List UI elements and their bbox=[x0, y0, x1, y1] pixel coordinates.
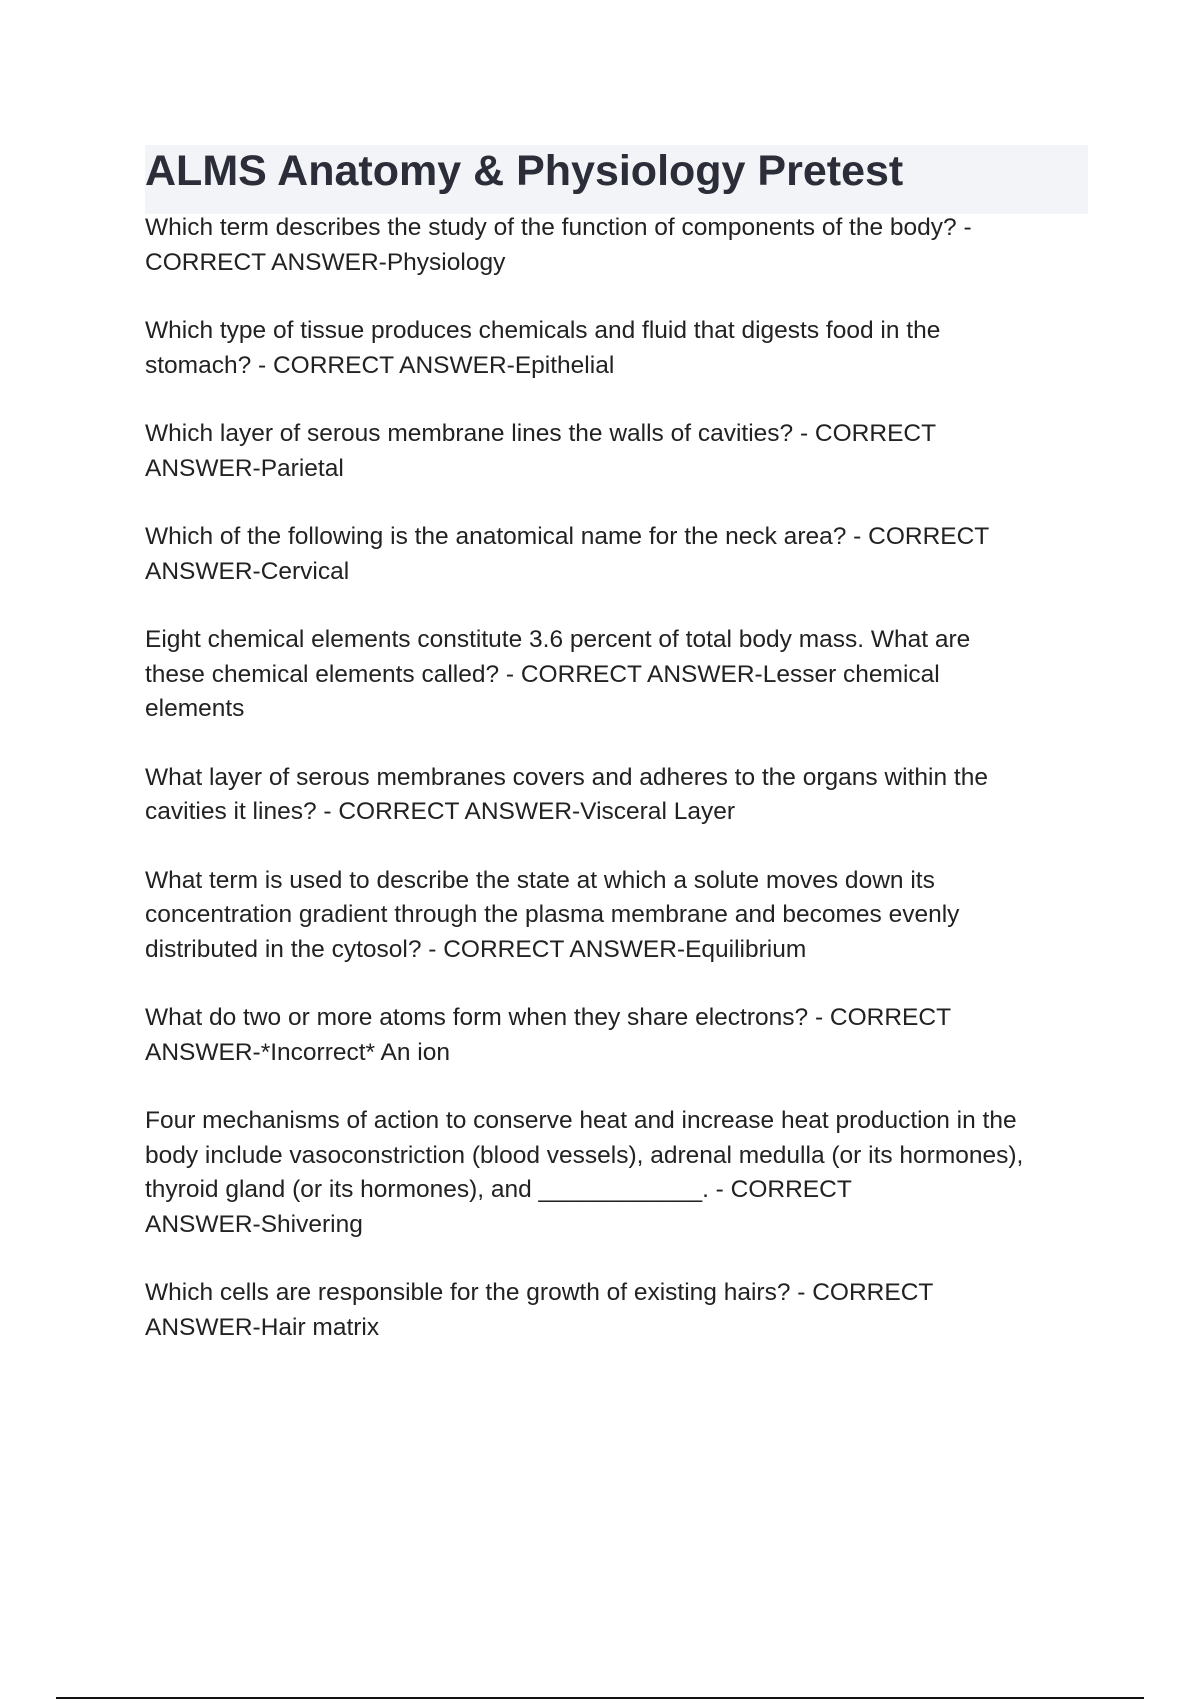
question-answer-list bbox=[145, 211, 1095, 1379]
qa-item-3: Which layer of serous membrane lines the walls of cavities? - CORRECT ANSWER-Parietal bbox=[145, 420, 937, 482]
qa-item-4: Which of the following is the anatomical name for the neck area? - CORRECT ANSWER-Cervical bbox=[145, 523, 990, 585]
qa-item-6: What layer of serous membranes covers and adheres to the organs within the cavities it lines? - CORRECT ANSWER-Visceral Layer bbox=[145, 763, 988, 825]
qa-item-9: Four mechanisms of action to conserve heat and increase heat production in the body include vasoconstriction (blood vessels), adrenal medulla (or its hormones), thyroid gland (or its hormones), and ____________. - CORRECT ANSWER-Shivering bbox=[145, 1107, 1024, 1238]
footer-divider bbox=[56, 1697, 1144, 1699]
qa-item-2: Which type of tissue produces chemicals and fluid that digests food in the stomach? - CORRECT ANSWER-Epithelial bbox=[145, 317, 941, 379]
qa-item-7: What term is used to describe the state at which a solute moves down its concentration gradient through the plasma membrane and becomes evenly distributed in the cytosol? - CORRECT ANSWER-Equilibrium bbox=[145, 866, 960, 963]
qa-item-5: Eight chemical elements constitute 3.6 percent of total body mass. What are these chemical elements called? - CORRECT ANSWER-Lesser chemical elements bbox=[145, 626, 971, 722]
qa-item-8: What do two or more atoms form when they share electrons? - CORRECT ANSWER-*Incorrect* An ion bbox=[145, 1004, 952, 1066]
qa-item-1: Which term describes the study of the function of components of the body? - CORRECT ANSWER-Physiology bbox=[145, 214, 972, 276]
page-title: ALMS Anatomy & Physiology Pretest bbox=[145, 147, 904, 195]
qa-item-10: Which cells are responsible for the growth of existing hairs? - CORRECT ANSWER-Hair matrix bbox=[145, 1279, 934, 1341]
